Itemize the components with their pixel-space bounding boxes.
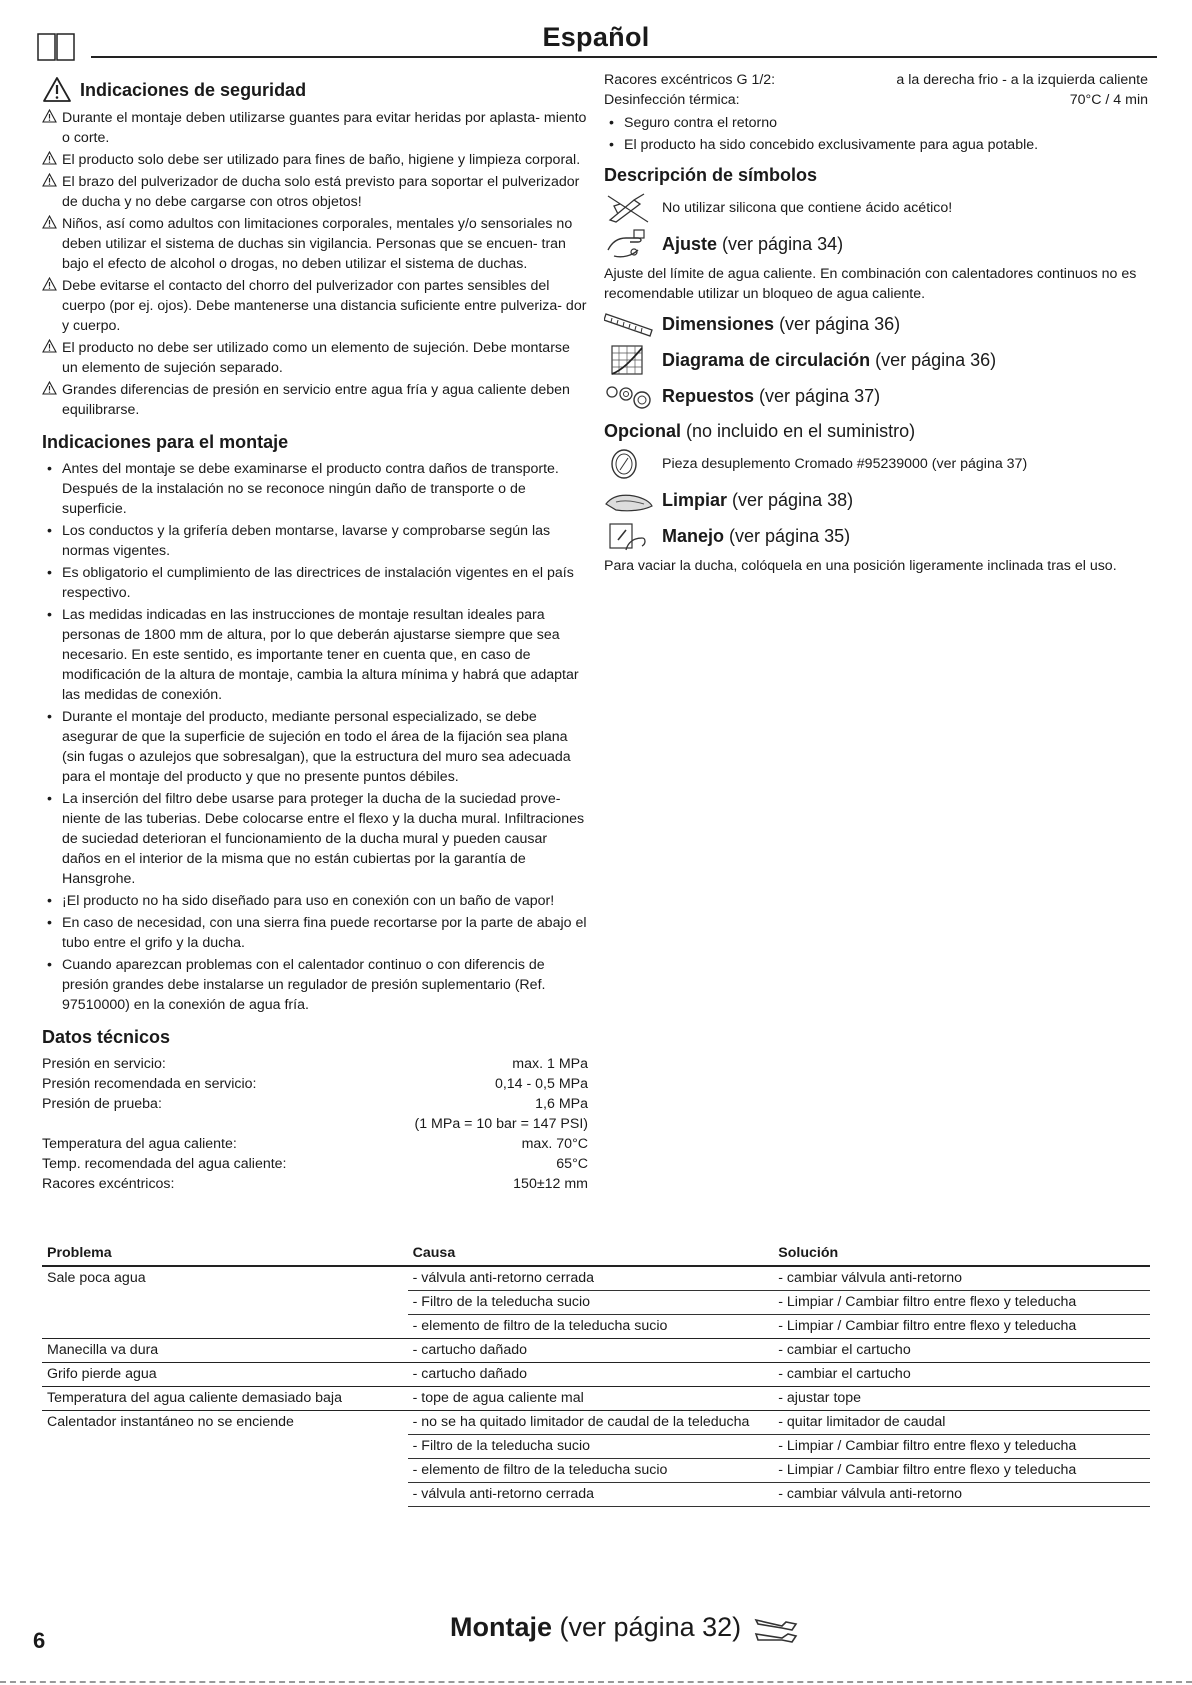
footer-ref: (ver página 32) bbox=[559, 1612, 742, 1642]
warning-icon bbox=[42, 173, 57, 187]
list-item: • Los conductos y la grifería deben montarse, lavarse y comprobarse según las normas vigentes. bbox=[42, 521, 588, 561]
flow-diagram-heading bbox=[662, 348, 996, 372]
problem-cell bbox=[42, 1435, 408, 1459]
spec-value: 1,6 MPa bbox=[535, 1096, 588, 1112]
table-row bbox=[42, 1339, 1150, 1363]
problem-cell: Manecilla va dura bbox=[42, 1339, 408, 1363]
header-cause: Causa bbox=[408, 1242, 774, 1266]
spec-row bbox=[42, 1094, 588, 1114]
tech-specs bbox=[42, 1054, 588, 1194]
warning-icon bbox=[42, 339, 57, 353]
extension-piece-icon bbox=[604, 448, 656, 480]
ajuste-ref: (ver página 34) bbox=[722, 234, 844, 254]
spec-label: Presión recomendada en servicio: bbox=[42, 1076, 257, 1092]
troubleshooting-table bbox=[42, 1242, 1150, 1507]
solution-cell: - cambiar válvula anti-retorno bbox=[778, 1270, 962, 1286]
solution-cell: - cambiar el cartucho bbox=[773, 1339, 1150, 1363]
spec-row bbox=[604, 70, 1148, 90]
problem-cell bbox=[42, 1459, 408, 1483]
optional-piece-text: Pieza desuplemento Cromado #95239000 (ver página 37) bbox=[662, 456, 1028, 472]
dimensions-heading bbox=[662, 312, 900, 336]
cause-cell: - no se ha quitado limitador de caudal de la teleducha bbox=[408, 1411, 774, 1435]
handling-title: Manejo bbox=[662, 526, 725, 546]
dimensions-ref: (ver página 36) bbox=[779, 314, 901, 334]
table-row bbox=[42, 1291, 1150, 1315]
header-rule bbox=[91, 56, 1157, 58]
table-row bbox=[42, 1363, 1150, 1387]
spec-row bbox=[42, 1114, 588, 1134]
list-item: • ¡El producto no ha sido diseñado para uso en conexión con un baño de vapor! bbox=[42, 891, 588, 911]
spec-label: Racores excéntricos: bbox=[42, 1176, 175, 1192]
optional-ref: (no incluido en el suministro) bbox=[686, 421, 916, 441]
handling-text: Para vaciar la ducha, colóquela en una posición ligeramente inclinada tras el uso. bbox=[604, 558, 1117, 574]
solution-cell: - Limpiar / Cambiar filtro entre flexo y teleducha bbox=[773, 1435, 1150, 1459]
page-edge bbox=[0, 1681, 1192, 1683]
spec-row bbox=[42, 1134, 588, 1154]
list-item: • Durante el montaje del producto, mediante personal especializado, se debe asegurar de que la superficie de sujeción en todo el área de la fijación sea plana (sin fugas o azulejos que sobresalgan), que la estructura del muro sea adecuada para el montaje del producto y que no presente puntos débiles. bbox=[42, 707, 588, 787]
spec-value: max. 70°C bbox=[521, 1136, 588, 1152]
clean-ref: (ver página 38) bbox=[732, 490, 854, 510]
list-item: • Las medidas indicadas en las instrucciones de montaje resultan ideales para personas de 1800 mm de altura, por lo que deberán ajustarse siempre que sea necesario. En este sentido, es importante tener en cuenta que, en caso de modificación de la altura de montaje, cambia la altura mínima y habrá que adaptar las medidas de conexión. bbox=[42, 605, 588, 705]
table-row bbox=[42, 1315, 1150, 1339]
problem-cell: Sale poca agua bbox=[47, 1270, 146, 1286]
wrench-icon bbox=[752, 1612, 800, 1648]
list-item: • La inserción del filtro debe usarse para proteger la ducha de la suciedad prove- niente de las tuberias. Debe colocarse entre el flexo y la ducha mural. Infiltraciones de suciedad deterioran el funcionamiento de la ducha mural y pueden causar daños en el interior de la misma que no están cubiertas por la garantía de Hansgrohe. bbox=[42, 789, 588, 889]
left-column bbox=[42, 76, 588, 1194]
solution-cell: - cambiar válvula anti-retorno bbox=[773, 1483, 1150, 1507]
solution-cell: - Limpiar / Cambiar filtro entre flexo y teleducha bbox=[773, 1291, 1150, 1315]
table-row bbox=[42, 1387, 1150, 1411]
spare-parts-icon bbox=[604, 380, 656, 412]
header-solution: Solución bbox=[773, 1242, 1150, 1266]
dimensions-title: Dimensiones bbox=[662, 314, 775, 334]
warning-item bbox=[42, 108, 588, 148]
problem-cell: Temperatura del agua caliente demasiado baja bbox=[42, 1387, 408, 1411]
cause-cell: - tope de agua caliente mal bbox=[408, 1387, 774, 1411]
warning-icon bbox=[42, 277, 57, 291]
handle-operation-icon bbox=[604, 520, 656, 552]
ajuste-text: Ajuste del límite de agua caliente. En combinación con calentadores continuos no es recomendable utilizar un bloqueo de agua caliente. bbox=[604, 266, 1137, 302]
tech-title: Datos técnicos bbox=[42, 1027, 171, 1047]
header-problem: Problema bbox=[42, 1242, 408, 1266]
warning-text: Niños, así como adultos con limitaciones corporales, mentales y/o sensoriales no deben utilizar el sistema de duchas sin vigilancia. Personas que se encuen- tran bajo el efecto de alcohol o drogas, no deben utilizar el sistema de duchas. bbox=[62, 216, 573, 272]
clean-row bbox=[604, 484, 1148, 516]
spec-row bbox=[604, 90, 1148, 110]
spec-value: max. 1 MPa bbox=[512, 1056, 588, 1072]
warning-item bbox=[42, 150, 588, 170]
problem-cell bbox=[42, 1483, 408, 1507]
warning-icon bbox=[42, 215, 57, 229]
warning-icon bbox=[42, 151, 57, 165]
flow-diagram-title: Diagrama de circulación bbox=[662, 350, 871, 370]
warning-text: El brazo del pulverizador de ducha solo está previsto para soportar el pulverizador de ducha y no debe cargarse con otros objetos! bbox=[62, 174, 580, 210]
ajuste-title: Ajuste bbox=[662, 234, 718, 254]
solution-cell: - quitar limitador de caudal bbox=[773, 1411, 1150, 1435]
solution-cell: - cambiar el cartucho bbox=[773, 1363, 1150, 1387]
warning-item bbox=[42, 338, 588, 378]
flow-diagram-ref: (ver página 36) bbox=[875, 350, 997, 370]
cause-cell: - Filtro de la teleducha sucio bbox=[408, 1291, 774, 1315]
cause-cell: - cartucho dañado bbox=[408, 1339, 774, 1363]
spare-parts-ref: (ver página 37) bbox=[759, 386, 881, 406]
spec-value: (1 MPa = 10 bar = 147 PSI) bbox=[414, 1116, 588, 1132]
silicone-gun-icon bbox=[604, 192, 656, 224]
cause-cell: - elemento de filtro de la teleducha sucio bbox=[408, 1459, 774, 1483]
optional-heading bbox=[604, 418, 1148, 444]
flow-diagram-row bbox=[604, 344, 1148, 376]
footer-title: Montaje bbox=[450, 1612, 553, 1642]
cleaning-hand-icon bbox=[604, 484, 656, 516]
solution-cell: - ajustar tope bbox=[773, 1387, 1150, 1411]
list-item: • Es obligatorio el cumplimiento de las directrices de instalación vigentes en el país respectivo. bbox=[42, 563, 588, 603]
table-row bbox=[42, 1435, 1150, 1459]
safety-list bbox=[42, 108, 588, 420]
table-row bbox=[42, 1266, 1150, 1291]
spec-label: Presión de prueba: bbox=[42, 1096, 162, 1112]
no-silicone-row bbox=[604, 192, 1148, 224]
warning-text: Durante el montaje deben utilizarse guantes para evitar heridas por aplasta- miento o corte. bbox=[62, 110, 587, 146]
dimensions-row bbox=[604, 308, 1148, 340]
table-row bbox=[42, 1483, 1150, 1507]
clean-heading bbox=[662, 488, 853, 512]
spec-label: Desinfección térmica: bbox=[604, 92, 740, 108]
spec-label: Racores excéntricos G 1/2: bbox=[604, 72, 776, 88]
cause-cell: - cartucho dañado bbox=[408, 1363, 774, 1387]
warning-icon bbox=[42, 76, 72, 103]
spec-row bbox=[42, 1154, 588, 1174]
optional-title: Opcional bbox=[604, 421, 682, 441]
product-notes bbox=[604, 113, 1148, 155]
table-row bbox=[42, 1411, 1150, 1435]
optional-piece-row bbox=[604, 448, 1148, 480]
warning-text: Debe evitarse el contacto del chorro del pulverizador con partes sensibles del cuerpo (por ej. ojos). Debe mantenerse una distancia suficiente entre pulveriza- dor y cuerpo. bbox=[62, 278, 587, 334]
spec-row bbox=[42, 1054, 588, 1074]
footer-heading bbox=[450, 1612, 741, 1643]
table-header-row bbox=[42, 1242, 1150, 1266]
clean-title: Limpiar bbox=[662, 490, 728, 510]
warning-text: El producto no debe ser utilizado como un elemento de sujeción. Debe montarse un elemento de sujeción separado. bbox=[62, 340, 570, 376]
warning-icon bbox=[42, 109, 57, 123]
symbols-title: Descripción de símbolos bbox=[604, 165, 818, 185]
page-number: 6 bbox=[33, 1628, 46, 1653]
spec-value: 0,14 - 0,5 MPa bbox=[494, 1076, 588, 1092]
ajuste-row bbox=[604, 228, 1148, 260]
list-item: • Antes del montaje se debe examinarse el producto contra daños de transporte. Después de la instalación no se reconoce ningún daño de transporte o de superficie. bbox=[42, 459, 588, 519]
spare-parts-title: Repuestos bbox=[662, 386, 755, 406]
problem-cell bbox=[42, 1291, 408, 1315]
problem-cell: Grifo pierde agua bbox=[42, 1363, 408, 1387]
warning-item bbox=[42, 380, 588, 420]
spec-value: a la derecha frio - a la izquierda caliente bbox=[896, 72, 1148, 88]
warning-item bbox=[42, 172, 588, 212]
hand-adjust-icon bbox=[604, 228, 656, 260]
list-item: • Cuando aparezcan problemas con el calentador continuo o con diferencis de presión grandes debe instalarse un regulador de presión suplementario (Ref. 97510000) en la conexión de agua fría. bbox=[42, 955, 588, 1015]
solution-cell: - Limpiar / Cambiar filtro entre flexo y teleducha bbox=[773, 1459, 1150, 1483]
cause-cell: - válvula anti-retorno cerrada bbox=[408, 1483, 774, 1507]
problem-cell bbox=[42, 1315, 408, 1339]
list-item: • En caso de necesidad, con una sierra fina puede recortarse por la parte de abajo el tubo entre el grifo y la ducha. bbox=[42, 913, 588, 953]
spec-label: Temperatura del agua caliente: bbox=[42, 1136, 237, 1152]
warning-item bbox=[42, 214, 588, 274]
cause-cell: - Filtro de la teleducha sucio bbox=[408, 1435, 774, 1459]
spare-parts-heading bbox=[662, 384, 880, 408]
handling-row bbox=[604, 520, 1148, 552]
spec-label: Temp. recomendada del agua caliente: bbox=[42, 1156, 287, 1172]
ajuste-heading bbox=[662, 232, 843, 256]
warning-icon bbox=[42, 381, 57, 395]
spare-parts-row bbox=[604, 380, 1148, 412]
spec-row bbox=[42, 1074, 588, 1094]
right-column bbox=[604, 70, 1148, 578]
warning-text: El producto solo debe ser utilizado para fines de baño, higiene y limpieza corporal. bbox=[62, 152, 581, 168]
mounting-list bbox=[42, 459, 588, 1015]
list-item: • Seguro contra el retorno bbox=[604, 113, 1148, 133]
problem-cell: Calentador instantáneo no se enciende bbox=[42, 1411, 408, 1435]
warning-item bbox=[42, 276, 588, 336]
spec-value: 65°C bbox=[556, 1156, 588, 1172]
spec-row bbox=[42, 1174, 588, 1194]
cause-cell: - válvula anti-retorno cerrada bbox=[412, 1270, 594, 1286]
page-title: Español bbox=[542, 22, 650, 52]
list-item: • El producto ha sido concebido exclusivamente para agua potable. bbox=[604, 135, 1148, 155]
safety-title: Indicaciones de seguridad bbox=[80, 79, 307, 100]
no-silicone-text: No utilizar silicona que contiene ácido acético! bbox=[662, 200, 953, 216]
ruler-icon bbox=[604, 308, 656, 340]
warning-text: Grandes diferencias de presión en servicio entre agua fría y agua caliente deben equilibrarse. bbox=[62, 382, 570, 418]
spec-value: 70°C / 4 min bbox=[1069, 92, 1148, 108]
handling-ref: (ver página 35) bbox=[729, 526, 851, 546]
solution-cell: - Limpiar / Cambiar filtro entre flexo y teleducha bbox=[773, 1315, 1150, 1339]
mounting-title: Indicaciones para el montaje bbox=[42, 432, 289, 452]
cause-cell: - elemento de filtro de la teleducha sucio bbox=[408, 1315, 774, 1339]
table-row bbox=[42, 1459, 1150, 1483]
spec-label: Presión en servicio: bbox=[42, 1056, 166, 1072]
spec-value: 150±12 mm bbox=[513, 1176, 588, 1192]
safety-heading bbox=[42, 76, 588, 103]
flow-diagram-icon bbox=[604, 344, 656, 376]
handling-heading bbox=[662, 524, 850, 548]
